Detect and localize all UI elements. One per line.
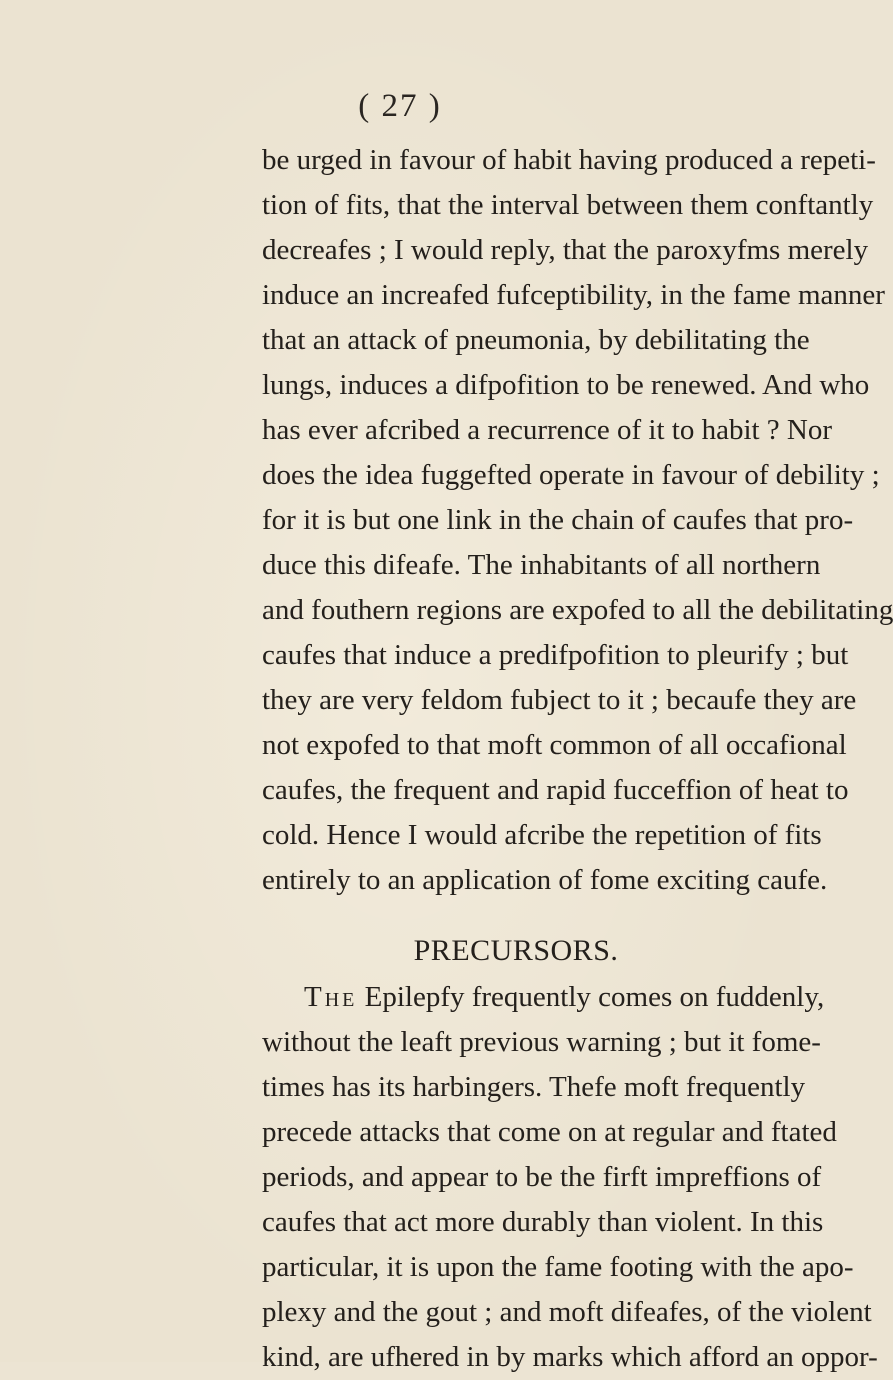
paragraph-2 (262, 975, 878, 1380)
text-line: duce this difeafe. The inhabitants of all northern (262, 549, 821, 581)
text-line: decreafes ; I would reply, that the paroxyfms merely (262, 234, 869, 266)
text-line: entirely to an application of fome exciting caufe. (262, 864, 828, 896)
text-line (262, 975, 825, 1020)
drop-word: The (304, 981, 358, 1013)
text-line: that an attack of pneumonia, by debilitating the (262, 324, 810, 356)
text-line: caufes that act more durably than violent. In this (262, 1206, 824, 1238)
text-line: induce an increafed fufceptibility, in the fame manner (262, 279, 885, 311)
text-line: times has its harbingers. Thefe moft frequently (262, 1071, 806, 1103)
text-line: caufes, the frequent and rapid fucceffion of heat to (262, 774, 849, 806)
text-line: has ever afcribed a recurrence of it to habit ? Nor (262, 414, 833, 446)
text-line: without the leaft previous warning ; but it fome- (262, 1026, 821, 1058)
text-line: and fouthern regions are expofed to all the debilitating (262, 594, 893, 626)
text-line: cold. Hence I would afcribe the repetition of fits (262, 819, 822, 851)
first-line-rest: Epilepfy frequently comes on fuddenly, (364, 981, 825, 1013)
text-line: tion of fits, that the interval between them conftantly (262, 189, 874, 221)
text-line: caufes that induce a predifpofition to pleurify ; but (262, 639, 849, 671)
text-line: does the idea fuggefted operate in favour of debility ; (262, 459, 880, 491)
body-text (262, 138, 893, 1380)
text-line: periods, and appear to be the firft impreffions of (262, 1161, 822, 1193)
text-line: particular, it is upon the fame footing with the apo- (262, 1251, 854, 1283)
text-line: precede attacks that come on at regular and ftated (262, 1116, 837, 1148)
text-line: for it is but one link in the chain of caufes that pro- (262, 504, 854, 536)
page-number: ( 27 ) (358, 88, 442, 124)
text-line: be urged in favour of habit having produced a repeti- (262, 144, 876, 176)
text-line: not expofed to that moft common of all occafional (262, 729, 847, 761)
section-heading: PRECURSORS. (413, 934, 619, 967)
text-line: kind, are ufhered in by marks which afford an oppor- (262, 1341, 878, 1373)
text-line: lungs, induces a difpofition to be renewed. And who (262, 369, 870, 401)
text-line: they are very feldom fubject to it ; becaufe they are (262, 684, 857, 716)
paragraph-1 (262, 138, 893, 903)
text-line: plexy and the gout ; and moft difeafes, of the violent (262, 1296, 872, 1328)
